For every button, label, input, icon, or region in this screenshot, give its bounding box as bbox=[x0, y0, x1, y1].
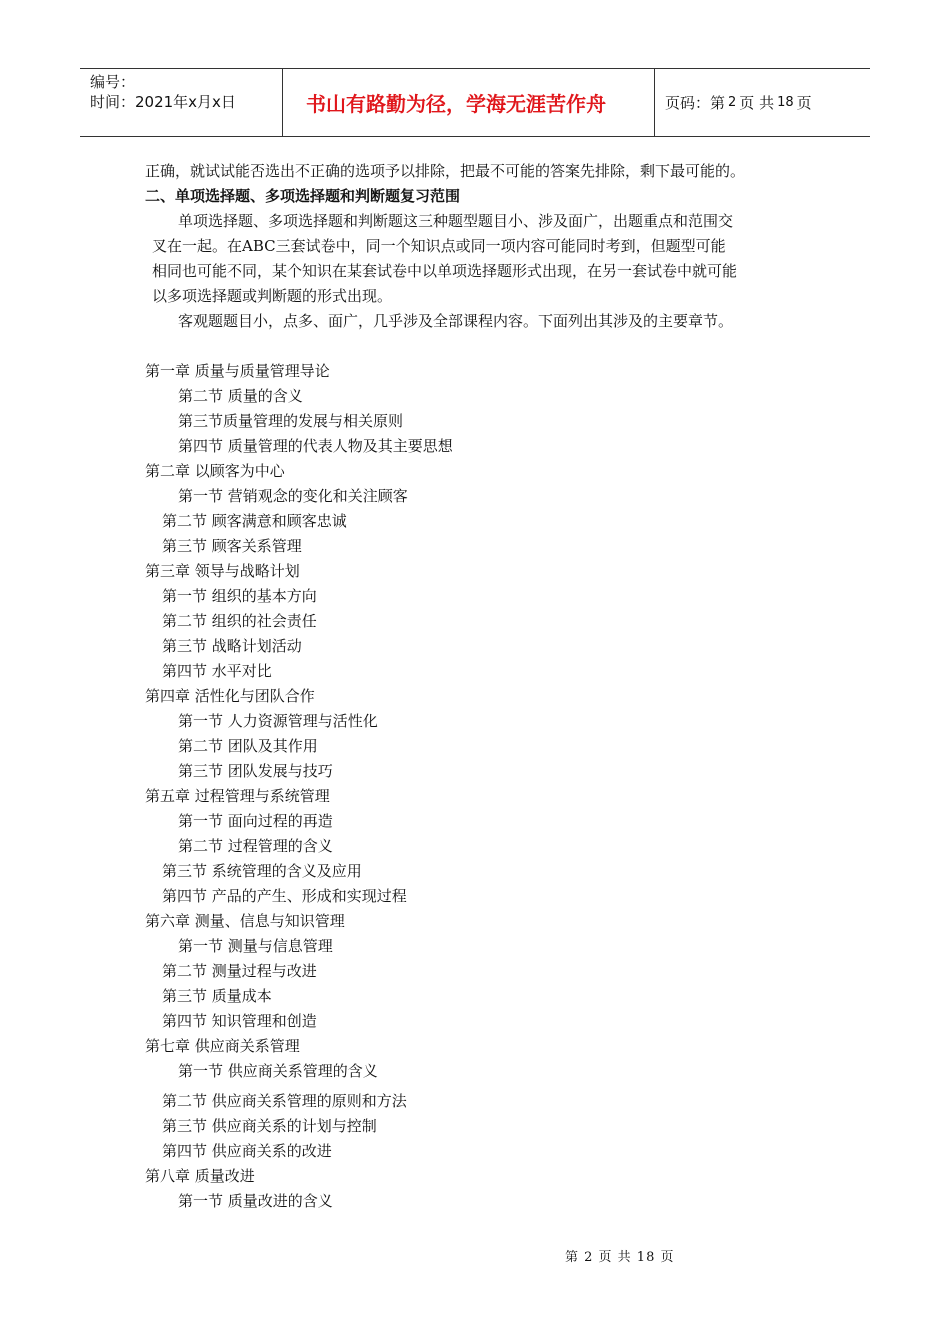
header-page-info bbox=[655, 69, 870, 136]
section-item: 第二节 团队及其作用 bbox=[178, 737, 318, 755]
section-item: 第二节 组织的社会责任 bbox=[162, 612, 317, 630]
page-total: 18 bbox=[777, 95, 794, 110]
section-item: 第四节 质量管理的代表人物及其主要思想 bbox=[178, 437, 453, 455]
section-item: 第二节 过程管理的含义 bbox=[178, 837, 333, 855]
section-item: 第四节 供应商关系的改进 bbox=[162, 1142, 332, 1160]
chapter-heading: 第四章 活性化与团队合作 bbox=[145, 687, 315, 705]
section-item: 第四节 知识管理和创造 bbox=[162, 1012, 317, 1030]
chapter-heading: 第七章 供应商关系管理 bbox=[145, 1037, 300, 1055]
motto-text: 书山有路勤为径，学海无涯苦作舟 bbox=[306, 92, 606, 116]
section-item: 第一节 人力资源管理与活性化 bbox=[178, 712, 378, 730]
section-item: 第三节 质量成本 bbox=[162, 987, 272, 1005]
paragraph-line: 单项选择题、多项选择题和判断题这三种题型题目小、涉及面广，出题重点和范围交 bbox=[178, 212, 734, 230]
chapter-heading: 第五章 过程管理与系统管理 bbox=[145, 787, 330, 805]
paragraph-line: 正确，就试试能否选出不正确的选项予以排除，把最不可能的答案先排除，剩下最可能的。 bbox=[145, 162, 746, 180]
date-label: 时间：2021年x月x日 bbox=[90, 93, 236, 111]
section-item: 第一节 面向过程的再造 bbox=[178, 812, 333, 830]
page-prefix: 页码：第 bbox=[665, 94, 726, 112]
section-item: 第一节 测量与信息管理 bbox=[178, 937, 333, 955]
paragraph-line: 相同也可能不同，某个知识在某套试卷中以单项选择题形式出现，在另一套试卷中就可能 bbox=[152, 262, 738, 280]
chapter-heading: 第八章 质量改进 bbox=[145, 1167, 255, 1185]
chapter-heading: 第二章 以顾客为中心 bbox=[145, 462, 285, 480]
page-header bbox=[80, 68, 870, 137]
number-label: 编号： bbox=[90, 73, 136, 91]
section-item: 第一节 供应商关系管理的含义 bbox=[178, 1062, 378, 1080]
paragraph-line: 以多项选择题或判断题的形式出现。 bbox=[152, 287, 393, 305]
paragraph-line: 叉在一起。在ABC三套试卷中，同一个知识点或同一项内容可能同时考到，但题型可能 bbox=[152, 237, 726, 255]
chapter-heading: 第三章 领导与战略计划 bbox=[145, 562, 300, 580]
header-motto bbox=[283, 69, 655, 136]
header-meta bbox=[80, 69, 283, 136]
section-item: 第一节 营销观念的变化和关注顾客 bbox=[178, 487, 408, 505]
section-item: 第二节 供应商关系管理的原则和方法 bbox=[162, 1092, 407, 1110]
section-item: 第二节 顾客满意和顾客忠诚 bbox=[162, 512, 347, 530]
page-mid: 页 共 bbox=[739, 94, 775, 112]
section-item: 第四节 产品的产生、形成和实现过程 bbox=[162, 887, 407, 905]
section-item: 第一节 质量改进的含义 bbox=[178, 1192, 333, 1210]
page-suffix: 页 bbox=[796, 94, 812, 112]
section-item: 第二节 质量的含义 bbox=[178, 387, 303, 405]
section-item: 第一节 组织的基本方向 bbox=[162, 587, 317, 605]
chapter-heading: 第一章 质量与质量管理导论 bbox=[145, 362, 330, 380]
page-current: 2 bbox=[728, 95, 737, 110]
page-footer: 第 2 页 共 18 页 bbox=[565, 1250, 675, 1265]
section-item: 第三节 系统管理的含义及应用 bbox=[162, 862, 362, 880]
section-item: 第四节 水平对比 bbox=[162, 662, 272, 680]
section-item: 第三节质量管理的发展与相关原则 bbox=[178, 412, 404, 430]
section-item: 第三节 顾客关系管理 bbox=[162, 537, 302, 555]
section-item: 第二节 测量过程与改进 bbox=[162, 962, 317, 980]
section-heading: 二、单项选择题、多项选择题和判断题复习范围 bbox=[145, 187, 461, 205]
paragraph-line: 客观题题目小，点多、面广，几乎涉及全部课程内容。下面列出其涉及的主要章节。 bbox=[178, 312, 734, 330]
section-item: 第三节 团队发展与技巧 bbox=[178, 762, 333, 780]
section-item: 第三节 战略计划活动 bbox=[162, 637, 302, 655]
section-item: 第三节 供应商关系的计划与控制 bbox=[162, 1117, 377, 1135]
chapter-heading: 第六章 测量、信息与知识管理 bbox=[145, 912, 345, 930]
